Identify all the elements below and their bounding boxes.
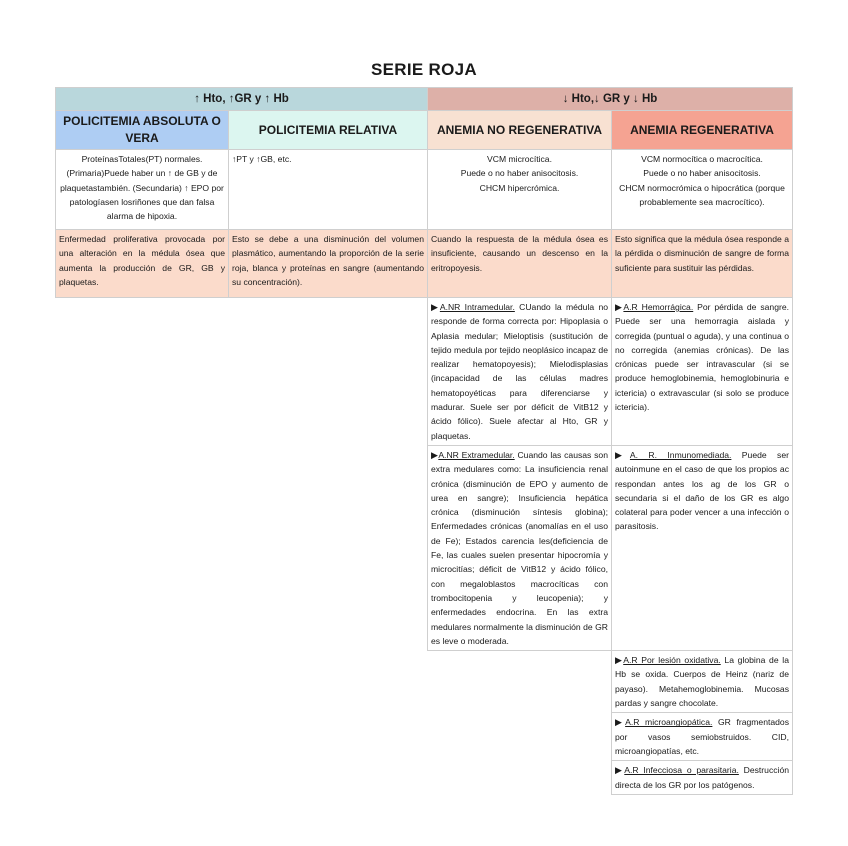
group-increase-header: ↑ Hto, ↑GR y ↑ Hb (56, 88, 428, 111)
blank-cell (56, 445, 428, 650)
subtype-row-2 (56, 445, 793, 650)
category-row (56, 111, 793, 150)
group-header-row (56, 88, 793, 111)
group-decrease-header: ↓ Hto,↓ GR y ↓ Hb (428, 88, 793, 111)
subtype-text: Puede ser autoinmune en el caso de que los propios ac respondan antes los ag de los GR o secundaria si el daño de los GR es algo colateral para poder vencer a una infección o parasitosis. (615, 449, 789, 532)
lab-values-row (56, 150, 793, 230)
subtype-label: A.NR Intramedular. (439, 302, 515, 312)
regen-oxidativa-cell (612, 651, 793, 713)
blank-cell (56, 713, 612, 761)
nonregen-intramedular-cell (428, 298, 612, 446)
regen-infecciosa-cell (612, 761, 793, 795)
category-anemia-no-regenerativa: ANEMIA NO REGENERATIVA (428, 111, 612, 150)
desc-cell-policitemia-relativa: Esto se debe a una disminución del volumen plasmático, aumentando la proporción de la serie roja, blanca y proteínas en sangre (aumentando su concentración). (229, 230, 428, 298)
subtype-text: Cuando las causas son extra medulares como: La insuficiencia renal crónica (disminución de EPO y aumento de urea en sangre); Insuficiencia hepática crónica (disminución síntesis globina); Enfermedades crónicas (anomalías en el uso de Fe); Estados carencia les(deficiencia de Fe, las cuales suelen presentar hipocromía y microcitías; déficit de VitB12 y ácido fólico, con megaloblastos macrocíticas con trombocitopenia y leucopenia); y enfermedades endocrina. En las extra medulares normalmente la disminución de GR es leve o moderada. (431, 449, 608, 646)
subtype-row-3 (56, 651, 793, 713)
serie-roja-table (55, 87, 793, 795)
regen-inmunomediada-cell (612, 445, 793, 650)
subtype-text: Destrucción directa de los GR por los patógenos. (615, 765, 790, 790)
bullet-arrow-icon: ▶ (615, 765, 625, 776)
category-policitemia-absoluta: POLICITEMIA ABSOLUTA O VERA (56, 111, 229, 150)
subtype-row-4 (56, 713, 793, 761)
subtype-row-5 (56, 761, 793, 795)
desc-cell-policitemia-absoluta: Enfermedad proliferativa provocada por una alteración en la médula ósea que aumenta la producción de GR, GB y plaquetas. (56, 230, 229, 298)
bullet-arrow-icon: ▶ (431, 302, 440, 312)
subtype-label: A.R microangiopática. (625, 717, 713, 728)
blank-cell (56, 651, 612, 713)
lab-cell-anemia-regenerativa: VCM normocítica o macrocítica. Puede o no haber anisocitosis. CHCM normocrómica o hipocrática (porque probablemente sea macrocítico). (612, 150, 793, 230)
subtype-text: GR fragmentados por vasos semiobstruidos. CID, microangiopatías, etc. (615, 717, 789, 756)
subtype-label: A.R Hemorrágica. (623, 302, 694, 312)
subtype-label: A.R Infecciosa o parasitaria. (624, 765, 739, 776)
description-row (56, 230, 793, 298)
regen-hemorragica-cell (612, 298, 793, 446)
subtype-row-1 (56, 298, 793, 446)
category-policitemia-relativa: POLICITEMIA RELATIVA (229, 111, 428, 150)
blank-cell (56, 298, 428, 446)
page-title: SERIE ROJA (371, 60, 477, 79)
lab-cell-policitemia-relativa: ↑PT y ↑GB, etc. (229, 150, 428, 230)
subtype-text: Por pérdida de sangre. Puede ser una hemorragia aislada y corregida (puntual o aguda), y una continua o no corregida (anemias crónicas). De las crónicas puede ser intravascular (si se produce hemoglobinemia, hemoglobinuria e ictericia) o extravascular (si solo se produce ictericia). (615, 302, 790, 413)
lab-cell-policitemia-absoluta: ProteínasTotales(PT) normales. (Primaria)Puede haber un ↑ de GB y de plaquetastambién. (Secundaria) ↑ EPO por patologíasen losriñones que dan falsa alarma de hipoxia. (56, 150, 229, 230)
desc-cell-anemia-no-regenerativa: Cuando la respuesta de la médula ósea es insuficiente, causando un descenso en la eritropoyesis. (428, 230, 612, 298)
subtype-label: A.R Por lesión oxidativa. (623, 655, 721, 666)
regen-microangiopatica-cell (612, 713, 793, 761)
category-anemia-regenerativa: ANEMIA REGENERATIVA (612, 111, 793, 150)
lab-cell-anemia-no-regenerativa: VCM microcítica. Puede o no haber anisocitosis. CHCM hipercrómica. (428, 150, 612, 230)
bullet-arrow-icon: ▶ (615, 449, 630, 460)
desc-cell-anemia-regenerativa: Esto significa que la médula ósea responde a la pérdida o disminución de sangre de forma suficiente para sustituir las pérdidas. (612, 230, 793, 298)
subtype-label: A.NR Extramedular. (438, 449, 515, 460)
bullet-arrow-icon: ▶ (615, 302, 624, 312)
bullet-arrow-icon: ▶ (615, 655, 624, 666)
bullet-arrow-icon: ▶ (615, 717, 626, 728)
bullet-arrow-icon: ▶ (431, 449, 439, 460)
nonregen-extramedular-cell (428, 445, 612, 650)
subtype-text: La globina de la Hb se oxida. Cuerpos de Heinz (nariz de payaso). Metahemoglobinemia. Mucosas pardas y sangre chocolate. (615, 655, 789, 709)
blank-cell (56, 761, 612, 795)
subtype-text: CUando la médula no responde de forma correcta por: Hipoplasia o Aplasia medular; Mieloptisis (sustitución de tejido medula por tejido neoplásico incapaz de realizar hematopoyesis); Mielodisplasias (incapacidad de las células madres hematopoyéticas para diferenciarse y madurar. Suele ser por déficit de VitB12 y ácido fólico). Suele afectar al Hto, GR y plaquetas. (431, 302, 609, 441)
subtype-label: A. R. Inmunomediada. (629, 449, 732, 460)
